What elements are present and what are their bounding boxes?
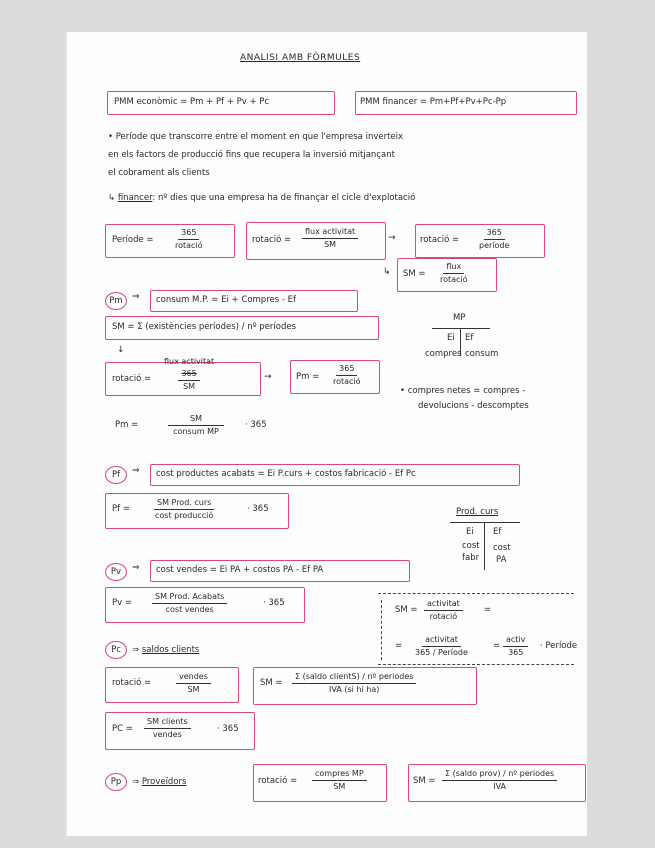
- pm-t-line: [432, 328, 490, 329]
- pp-sm-fraction: [442, 768, 557, 793]
- double-arrow-icon: ⇒: [132, 292, 140, 302]
- pm-formula-numerator: SM: [168, 413, 224, 426]
- rotacio-flux-denominator: SM: [324, 240, 337, 249]
- double-arrow-icon: ⇒: [132, 563, 140, 573]
- pf-t-head: Prod. curs: [456, 507, 499, 517]
- pc-formula-numerator: SM clients: [144, 716, 191, 729]
- pp-sm-denominator: IVA: [493, 782, 506, 791]
- pm-t-bottom-left: compres: [425, 349, 462, 359]
- definition-line-2: en els factors de producció fins que recupera la inversió mitjançant: [108, 150, 395, 160]
- rotacio-365-fraction: [476, 227, 512, 252]
- pm-rotacio-denominator: SM: [183, 382, 196, 391]
- pv-sm-equals: =: [484, 605, 492, 615]
- rotacio-flux-fraction: [302, 226, 358, 251]
- pp-rotacio-denominator: SM: [333, 782, 346, 791]
- pf-t-bottom-right-1: cost: [493, 543, 511, 553]
- sm-flux-numerator: flux: [443, 261, 464, 274]
- pm-formula-denominator: consum MP: [173, 427, 219, 436]
- pf-t-right: Ef: [493, 527, 502, 537]
- pp-rotacio-numerator: compres MP: [312, 768, 367, 781]
- pm-t-bottom-right: consum: [465, 349, 499, 359]
- pf-formula-denominator: cost producció: [155, 511, 214, 520]
- pm-tag: Pm: [105, 292, 127, 310]
- periode-numerator: 365: [178, 227, 199, 240]
- pm-365-lhs: Pm =: [296, 372, 320, 382]
- pc-sm-denominator: IVA (si hi ha): [329, 685, 380, 694]
- pv-formula-tail: · 365: [263, 598, 285, 608]
- pv-eq3-numerator: activ: [503, 634, 528, 647]
- pm-sm-formula: SM = Σ (existències períodes) / nº períodes: [112, 322, 297, 332]
- pv-eq2-mid: =: [493, 641, 501, 651]
- periode-fraction: [172, 227, 206, 252]
- financer-definition-text: : nº dies que una empresa ha de finançar el cicle d'explotació: [152, 193, 416, 203]
- pp-sm-numerator: Σ (saldo prov) / nº periodes: [442, 768, 557, 781]
- pc-rotacio-fraction: [176, 671, 211, 696]
- pm-consum-formula: consum M.P. = Ei + Compres - Ef: [156, 295, 296, 305]
- pv-eq3-tail: · Període: [540, 641, 578, 651]
- pf-formula-tail: · 365: [247, 504, 269, 514]
- pm-t-left: Ei: [447, 333, 455, 343]
- pv-cost-formula: cost vendes = Ei PA + costos PA - Ef PA: [156, 565, 324, 575]
- pmm-economic-formula: PMM econòmic = Pm + Pf + Pv + Pc: [114, 97, 270, 107]
- pp-sm-lhs: SM =: [413, 776, 436, 786]
- pv-formula-numerator: SM Prod. Acabats: [152, 591, 227, 604]
- double-arrow-icon: ⇒: [132, 645, 140, 655]
- pv-sm-fraction: [424, 598, 463, 623]
- pm-formula-tail: · 365: [245, 420, 267, 430]
- pv-dashed-top: [378, 593, 574, 594]
- pp-tag: Pp: [105, 773, 127, 791]
- pc-rotacio-denominator: SM: [187, 685, 200, 694]
- pc-heading: [132, 645, 199, 655]
- pf-tag: Pf: [105, 466, 127, 484]
- pm-note-2: devolucions - descomptes: [418, 401, 529, 411]
- pc-formula-lhs: PC =: [112, 724, 133, 734]
- pc-sm-lhs: SM =: [260, 678, 283, 688]
- pp-title: Proveïdors: [141, 777, 187, 787]
- sm-flux-fraction: [437, 261, 471, 286]
- pv-eq2-numerator: activitat: [422, 634, 461, 647]
- pm-rotacio-fraction: [164, 356, 214, 393]
- financer-definition: [108, 193, 415, 203]
- periode-lhs: Període =: [112, 235, 154, 245]
- financer-word: financer: [117, 193, 153, 203]
- corner-arrow-icon: ↳: [108, 193, 116, 203]
- pv-tag: Pv: [105, 563, 127, 581]
- arrow-icon: →: [264, 372, 272, 382]
- down-arrow-icon: ↓: [117, 345, 125, 355]
- pf-t-bottom-left-1: cost: [462, 541, 480, 551]
- pc-tag: Pc: [105, 641, 127, 659]
- double-arrow-icon: ⇒: [132, 777, 140, 787]
- arrow-icon: →: [388, 233, 396, 243]
- pv-eq3-fraction: [503, 634, 528, 659]
- pm-rotacio-numerator: flux activitat: [164, 357, 215, 366]
- pc-rotacio-numerator: vendes: [176, 671, 211, 684]
- pc-title: saldos clients: [141, 645, 200, 655]
- pp-rotacio-lhs: rotació =: [258, 776, 298, 786]
- pf-formula-fraction: [152, 497, 216, 522]
- pf-t-bottom-right-2: PA: [496, 555, 507, 565]
- pm-t-right: Ef: [465, 333, 474, 343]
- rotacio-365-numerator: 365: [484, 227, 505, 240]
- rotacio-flux-numerator: flux activitat: [302, 226, 358, 239]
- pc-sm-numerator: Σ (saldo clientS) / nº periodes: [292, 671, 416, 684]
- pf-formula-lhs: Pf =: [112, 504, 130, 514]
- pv-eq2-lhs: =: [395, 641, 403, 651]
- pm-365-denominator: rotació: [333, 377, 361, 386]
- pv-formula-denominator: cost vendes: [165, 605, 214, 614]
- rotacio-365-lhs: rotació =: [420, 235, 460, 245]
- pm-365-numerator: 365: [336, 363, 357, 376]
- definition-line-1: • Període que transcorre entre el moment en que l'empresa inverteix: [108, 132, 404, 142]
- rotacio-365-denominator: període: [479, 241, 510, 250]
- double-arrow-icon: ⇒: [132, 466, 140, 476]
- pf-t-left: Ei: [466, 527, 474, 537]
- pv-eq2-fraction: [412, 634, 471, 659]
- pv-dashed-bottom: [378, 664, 574, 665]
- pv-formula-lhs: Pv =: [112, 598, 132, 608]
- pf-cost-formula: cost productes acabats = Ei P.curs + costos fabricació - Ef Pc: [156, 469, 416, 479]
- pc-sm-fraction: [292, 671, 416, 696]
- pv-sm-denominator: rotació: [429, 612, 458, 621]
- pv-dashed-left: [381, 600, 382, 660]
- pm-note-1: • compres netes = compres -: [400, 386, 526, 396]
- pc-formula-tail: · 365: [217, 724, 239, 734]
- pf-t-vline: [484, 522, 485, 570]
- pv-formula-fraction: [152, 591, 227, 616]
- periode-denominator: rotació: [175, 241, 203, 250]
- pv-eq3-denominator: 365: [508, 648, 524, 657]
- pv-sm-lhs: SM =: [395, 605, 418, 615]
- page-title: ANALISI AMB FÒRMULES: [240, 53, 361, 63]
- pc-formula-denominator: vendes: [152, 730, 182, 739]
- pm-rotacio-strike: 365: [178, 368, 199, 381]
- pf-t-bottom-left-2: fabr: [462, 553, 480, 563]
- rotacio-flux-lhs: rotació =: [252, 235, 292, 245]
- pv-sm-numerator: activitat: [424, 598, 463, 611]
- pp-rotacio-fraction: [312, 768, 367, 793]
- pv-eq2-denominator: 365 / Període: [415, 648, 468, 657]
- sm-flux-denominator: rotació: [440, 275, 468, 284]
- pm-formula-fraction: [168, 413, 224, 438]
- pp-heading: [132, 777, 186, 787]
- definition-line-3: el cobrament als clients: [108, 168, 210, 178]
- pc-rotacio-lhs: rotació =: [112, 678, 152, 688]
- pmm-financer-formula: PMM financer = Pm+Pf+Pv+Pc-Pp: [360, 97, 507, 107]
- sm-flux-lhs: SM =: [403, 269, 426, 279]
- pm-formula-lhs: Pm =: [115, 420, 139, 430]
- pc-formula-fraction: [144, 716, 191, 741]
- pm-t-head: MP: [453, 313, 466, 323]
- pm-365-fraction: [330, 363, 364, 388]
- pf-formula-numerator: SM Prod. curs: [154, 497, 214, 510]
- pf-t-line: [450, 522, 520, 523]
- pm-rotacio-lhs: rotació =: [112, 374, 152, 384]
- corner-arrow-icon: ↳: [383, 267, 391, 277]
